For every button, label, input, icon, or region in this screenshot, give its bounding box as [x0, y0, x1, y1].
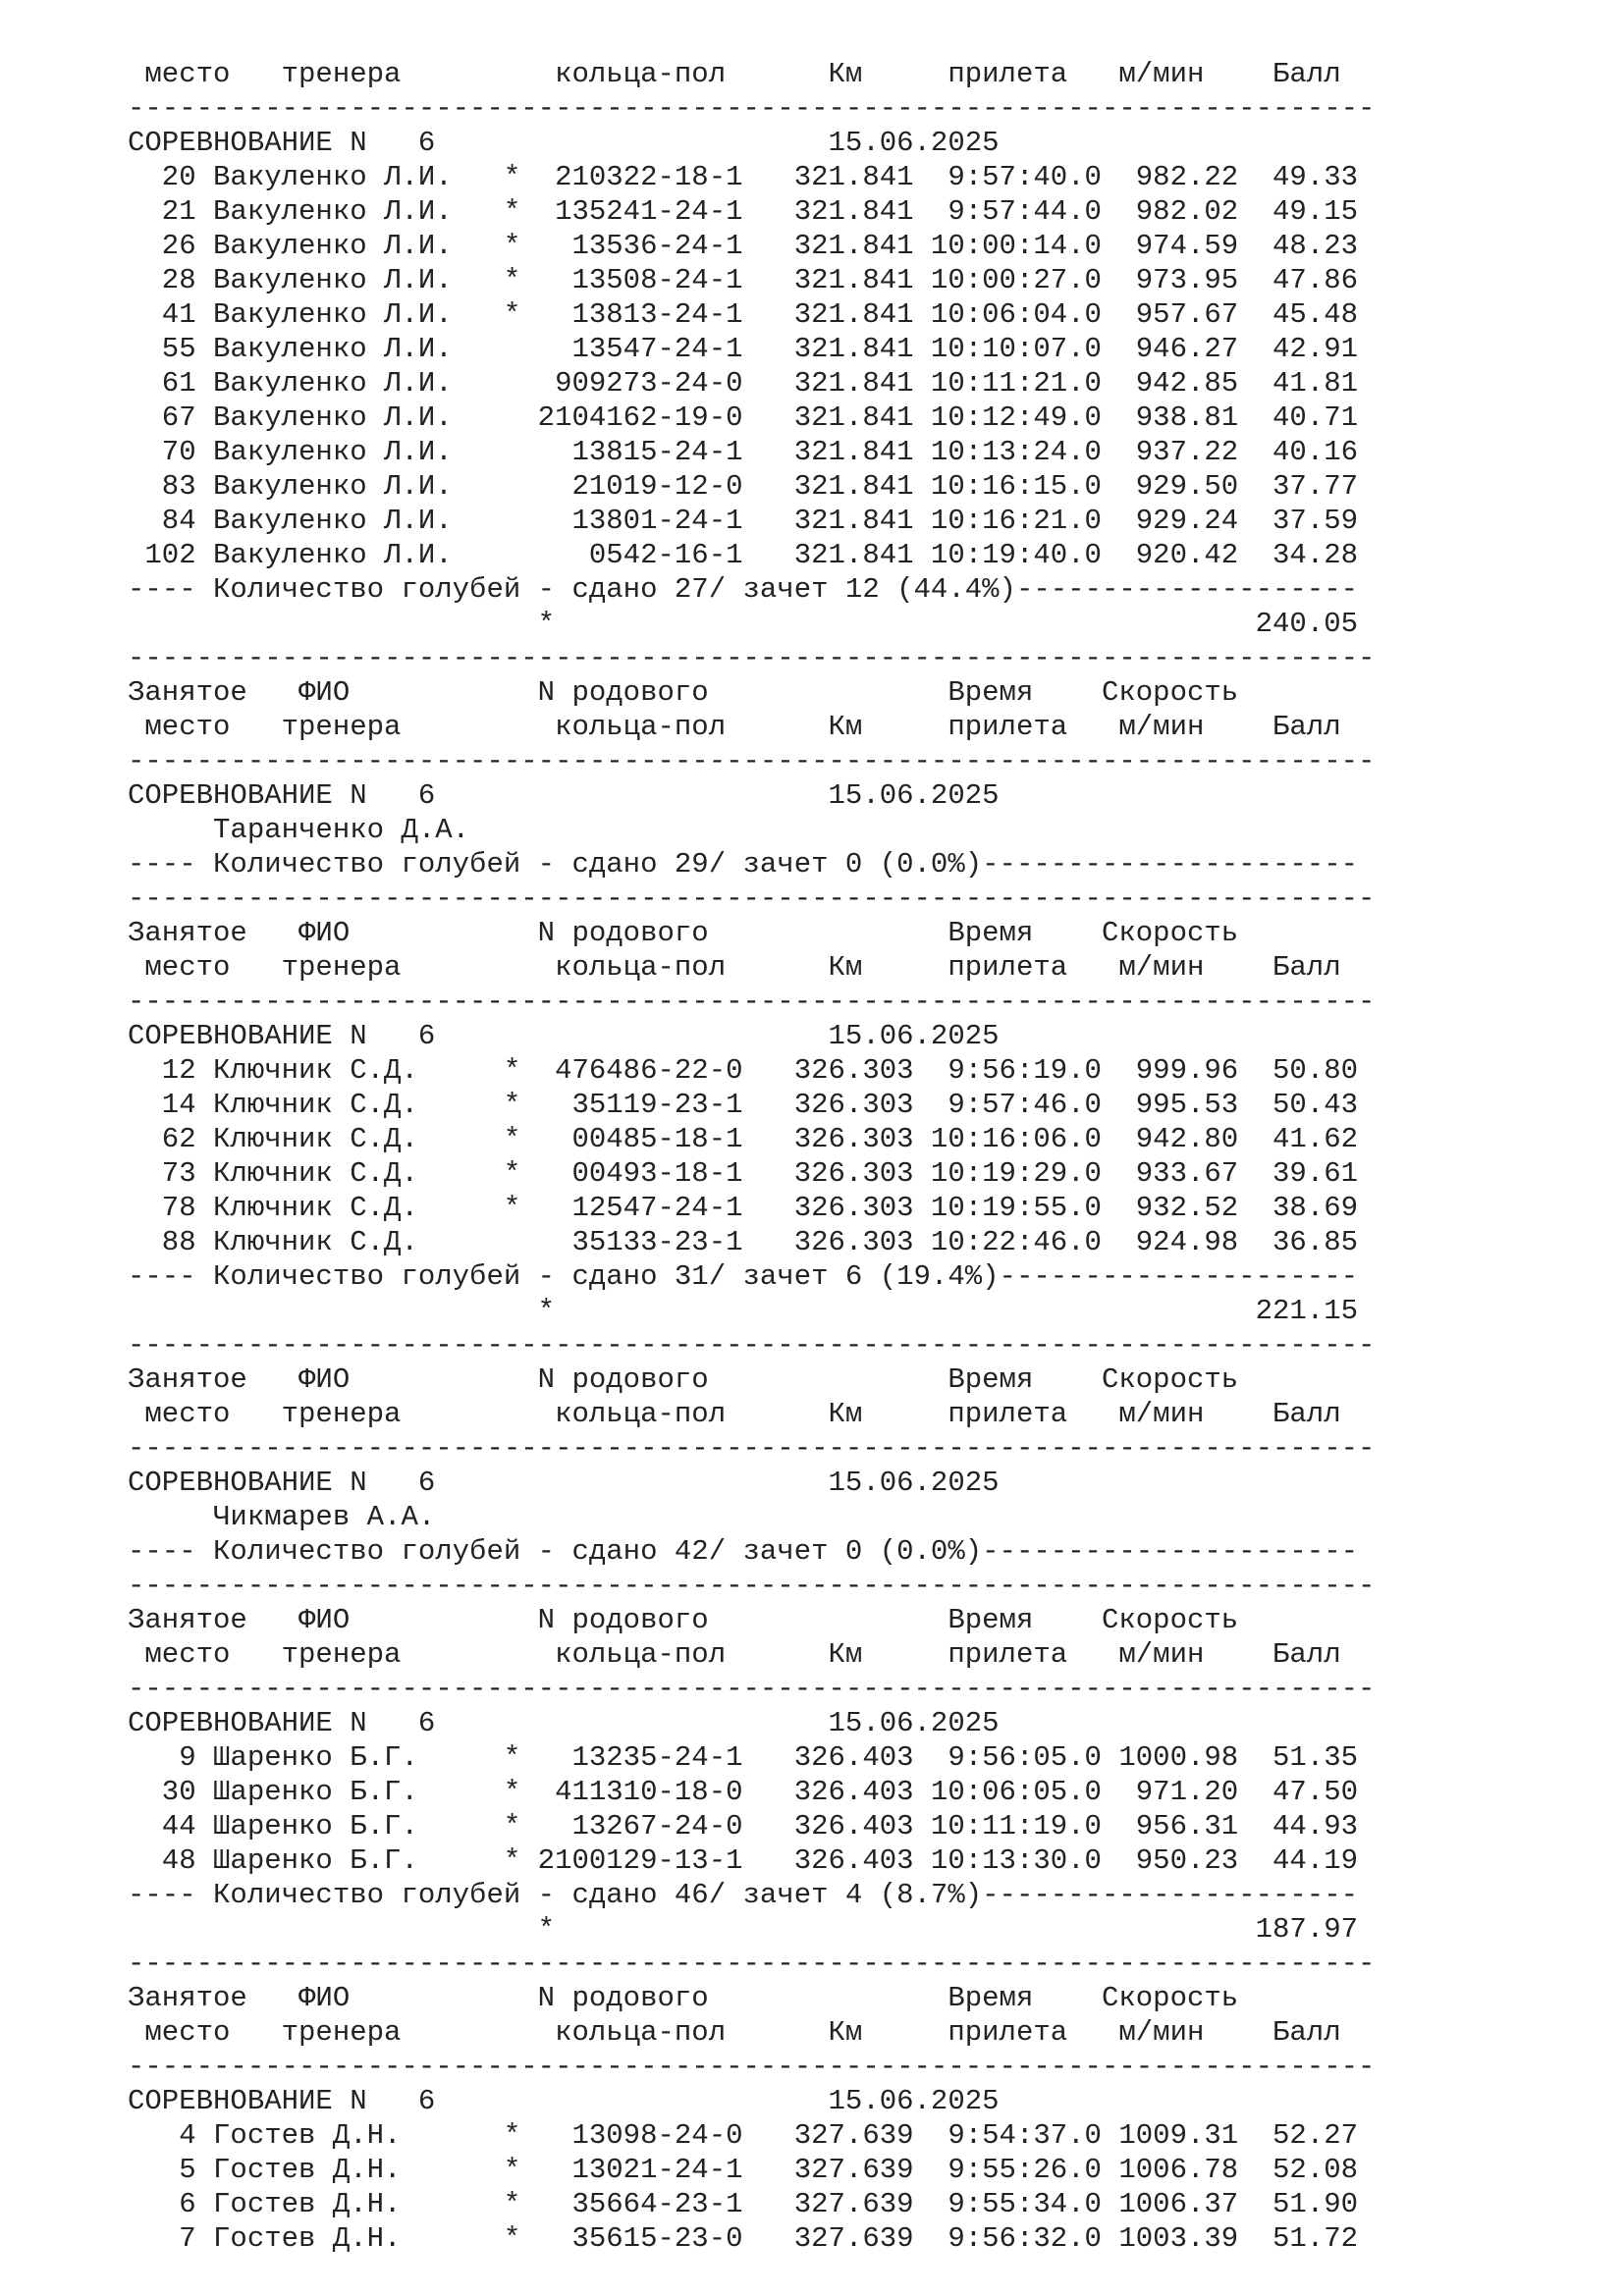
- result-row: 102 Вакуленко Л.И. 0542-16-1 321.841 10:19:40.0 920.42 34.28: [128, 539, 1359, 571]
- competition-header-line: СОРЕВНОВАНИЕ N 6 15.06.2025: [128, 1020, 1000, 1052]
- result-row: 67 Вакуленко Л.И. 2104162-19-0 321.841 10:12:49.0 938.81 40.71: [128, 401, 1359, 434]
- trainer-name-line: Чикмарев А.А.: [128, 1501, 436, 1533]
- result-row: 12 Ключник С.Д. * 476486-22-0 326.303 9:56:19.0 999.96 50.80: [128, 1054, 1359, 1087]
- result-row: 7 Гостев Д.Н. * 35615-23-0 327.639 9:56:32.0 1003.39 51.72: [128, 2222, 1359, 2255]
- result-row: 5 Гостев Д.Н. * 13021-24-1 327.639 9:55:26.0 1006.78 52.08: [128, 2154, 1359, 2186]
- separator-line: -------------------------------------------------------------------------: [128, 2051, 1376, 2083]
- separator-line: -------------------------------------------------------------------------: [128, 1673, 1376, 1705]
- result-row: 48 Шаренко Б.Г. * 2100129-13-1 326.403 10:13:30.0 950.23 44.19: [128, 1844, 1359, 1877]
- report-page: [128, 57, 1600, 2256]
- total-line: * 221.15: [128, 1295, 1359, 1327]
- competition-results-printout: [128, 57, 1600, 2256]
- separator-line: -------------------------------------------------------------------------: [128, 1570, 1376, 1602]
- result-row: 78 Ключник С.Д. * 12547-24-1 326.303 10:19:55.0 932.52 38.69: [128, 1192, 1359, 1224]
- trainer-name-line: Таранченко Д.А.: [128, 814, 470, 846]
- total-line: * 187.97: [128, 1913, 1359, 1946]
- result-row: 61 Вакуленко Л.И. 909273-24-0 321.841 10:11:21.0 942.85 41.81: [128, 367, 1359, 400]
- competition-header-line: СОРЕВНОВАНИЕ N 6 15.06.2025: [128, 2085, 1000, 2117]
- summary-line: ---- Количество голубей - сдано 27/ зачет 12 (44.4%)--------------------: [128, 573, 1359, 606]
- competition-header-line: СОРЕВНОВАНИЕ N 6 15.06.2025: [128, 779, 1000, 812]
- result-row: 70 Вакуленко Л.И. 13815-24-1 321.841 10:13:24.0 937.22 40.16: [128, 436, 1359, 468]
- separator-line: -------------------------------------------------------------------------: [128, 1329, 1376, 1362]
- summary-line: ---- Количество голубей - сдано 29/ зачет 0 (0.0%)----------------------: [128, 848, 1359, 881]
- column-header-line: место тренера кольца-пол Км прилета м/мин Балл: [128, 1398, 1341, 1430]
- result-row: 4 Гостев Д.Н. * 13098-24-0 327.639 9:54:37.0 1009.31 52.27: [128, 2119, 1359, 2152]
- result-row: 6 Гостев Д.Н. * 35664-23-1 327.639 9:55:34.0 1006.37 51.90: [128, 2188, 1359, 2220]
- column-header-line: Занятое ФИО N родового Время Скорость: [128, 917, 1239, 949]
- separator-line: -------------------------------------------------------------------------: [128, 745, 1376, 777]
- column-header-line: место тренера кольца-пол Км прилета м/мин Балл: [128, 58, 1341, 90]
- column-header-line: место тренера кольца-пол Км прилета м/мин Балл: [128, 1638, 1341, 1671]
- summary-line: ---- Количество голубей - сдано 42/ зачет 0 (0.0%)----------------------: [128, 1535, 1359, 1568]
- competition-header-line: СОРЕВНОВАНИЕ N 6 15.06.2025: [128, 1467, 1000, 1499]
- result-row: 62 Ключник С.Д. * 00485-18-1 326.303 10:16:06.0 942.80 41.62: [128, 1123, 1359, 1155]
- total-line: * 240.05: [128, 608, 1359, 640]
- result-row: 73 Ключник С.Д. * 00493-18-1 326.303 10:19:29.0 933.67 39.61: [128, 1157, 1359, 1190]
- result-row: 20 Вакуленко Л.И. * 210322-18-1 321.841 9:57:40.0 982.22 49.33: [128, 161, 1359, 193]
- separator-line: -------------------------------------------------------------------------: [128, 92, 1376, 125]
- column-header-line: Занятое ФИО N родового Время Скорость: [128, 1982, 1239, 2014]
- result-row: 55 Вакуленко Л.И. 13547-24-1 321.841 10:10:07.0 946.27 42.91: [128, 333, 1359, 365]
- column-header-line: место тренера кольца-пол Км прилета м/мин Балл: [128, 951, 1341, 984]
- separator-line: -------------------------------------------------------------------------: [128, 882, 1376, 915]
- result-row: 88 Ключник С.Д. 35133-23-1 326.303 10:22:46.0 924.98 36.85: [128, 1226, 1359, 1258]
- result-row: 44 Шаренко Б.Г. * 13267-24-0 326.403 10:11:19.0 956.31 44.93: [128, 1810, 1359, 1842]
- result-row: 26 Вакуленко Л.И. * 13536-24-1 321.841 10:00:14.0 974.59 48.23: [128, 230, 1359, 262]
- result-row: 21 Вакуленко Л.И. * 135241-24-1 321.841 9:57:44.0 982.02 49.15: [128, 195, 1359, 228]
- competition-header-line: СОРЕВНОВАНИЕ N 6 15.06.2025: [128, 1707, 1000, 1739]
- competition-header-line: СОРЕВНОВАНИЕ N 6 15.06.2025: [128, 127, 1000, 159]
- summary-line: ---- Количество голубей - сдано 46/ зачет 4 (8.7%)----------------------: [128, 1879, 1359, 1911]
- result-row: 41 Вакуленко Л.И. * 13813-24-1 321.841 10:06:04.0 957.67 45.48: [128, 298, 1359, 331]
- result-row: 83 Вакуленко Л.И. 21019-12-0 321.841 10:16:15.0 929.50 37.77: [128, 470, 1359, 503]
- summary-line: ---- Количество голубей - сдано 31/ зачет 6 (19.4%)---------------------: [128, 1260, 1359, 1293]
- column-header-line: Занятое ФИО N родового Время Скорость: [128, 1604, 1239, 1636]
- result-row: 84 Вакуленко Л.И. 13801-24-1 321.841 10:16:21.0 929.24 37.59: [128, 505, 1359, 537]
- column-header-line: Занятое ФИО N родового Время Скорость: [128, 1363, 1239, 1396]
- result-row: 14 Ключник С.Д. * 35119-23-1 326.303 9:57:46.0 995.53 50.43: [128, 1089, 1359, 1121]
- separator-line: -------------------------------------------------------------------------: [128, 1948, 1376, 1980]
- result-row: 9 Шаренко Б.Г. * 13235-24-1 326.403 9:56:05.0 1000.98 51.35: [128, 1741, 1359, 1774]
- column-header-line: место тренера кольца-пол Км прилета м/мин Балл: [128, 711, 1341, 743]
- result-row: 28 Вакуленко Л.И. * 13508-24-1 321.841 10:00:27.0 973.95 47.86: [128, 264, 1359, 296]
- result-row: 30 Шаренко Б.Г. * 411310-18-0 326.403 10:06:05.0 971.20 47.50: [128, 1776, 1359, 1808]
- column-header-line: Занятое ФИО N родового Время Скорость: [128, 676, 1239, 709]
- separator-line: -------------------------------------------------------------------------: [128, 1432, 1376, 1465]
- separator-line: -------------------------------------------------------------------------: [128, 986, 1376, 1018]
- column-header-line: место тренера кольца-пол Км прилета м/мин Балл: [128, 2016, 1341, 2049]
- separator-line: -------------------------------------------------------------------------: [128, 642, 1376, 674]
